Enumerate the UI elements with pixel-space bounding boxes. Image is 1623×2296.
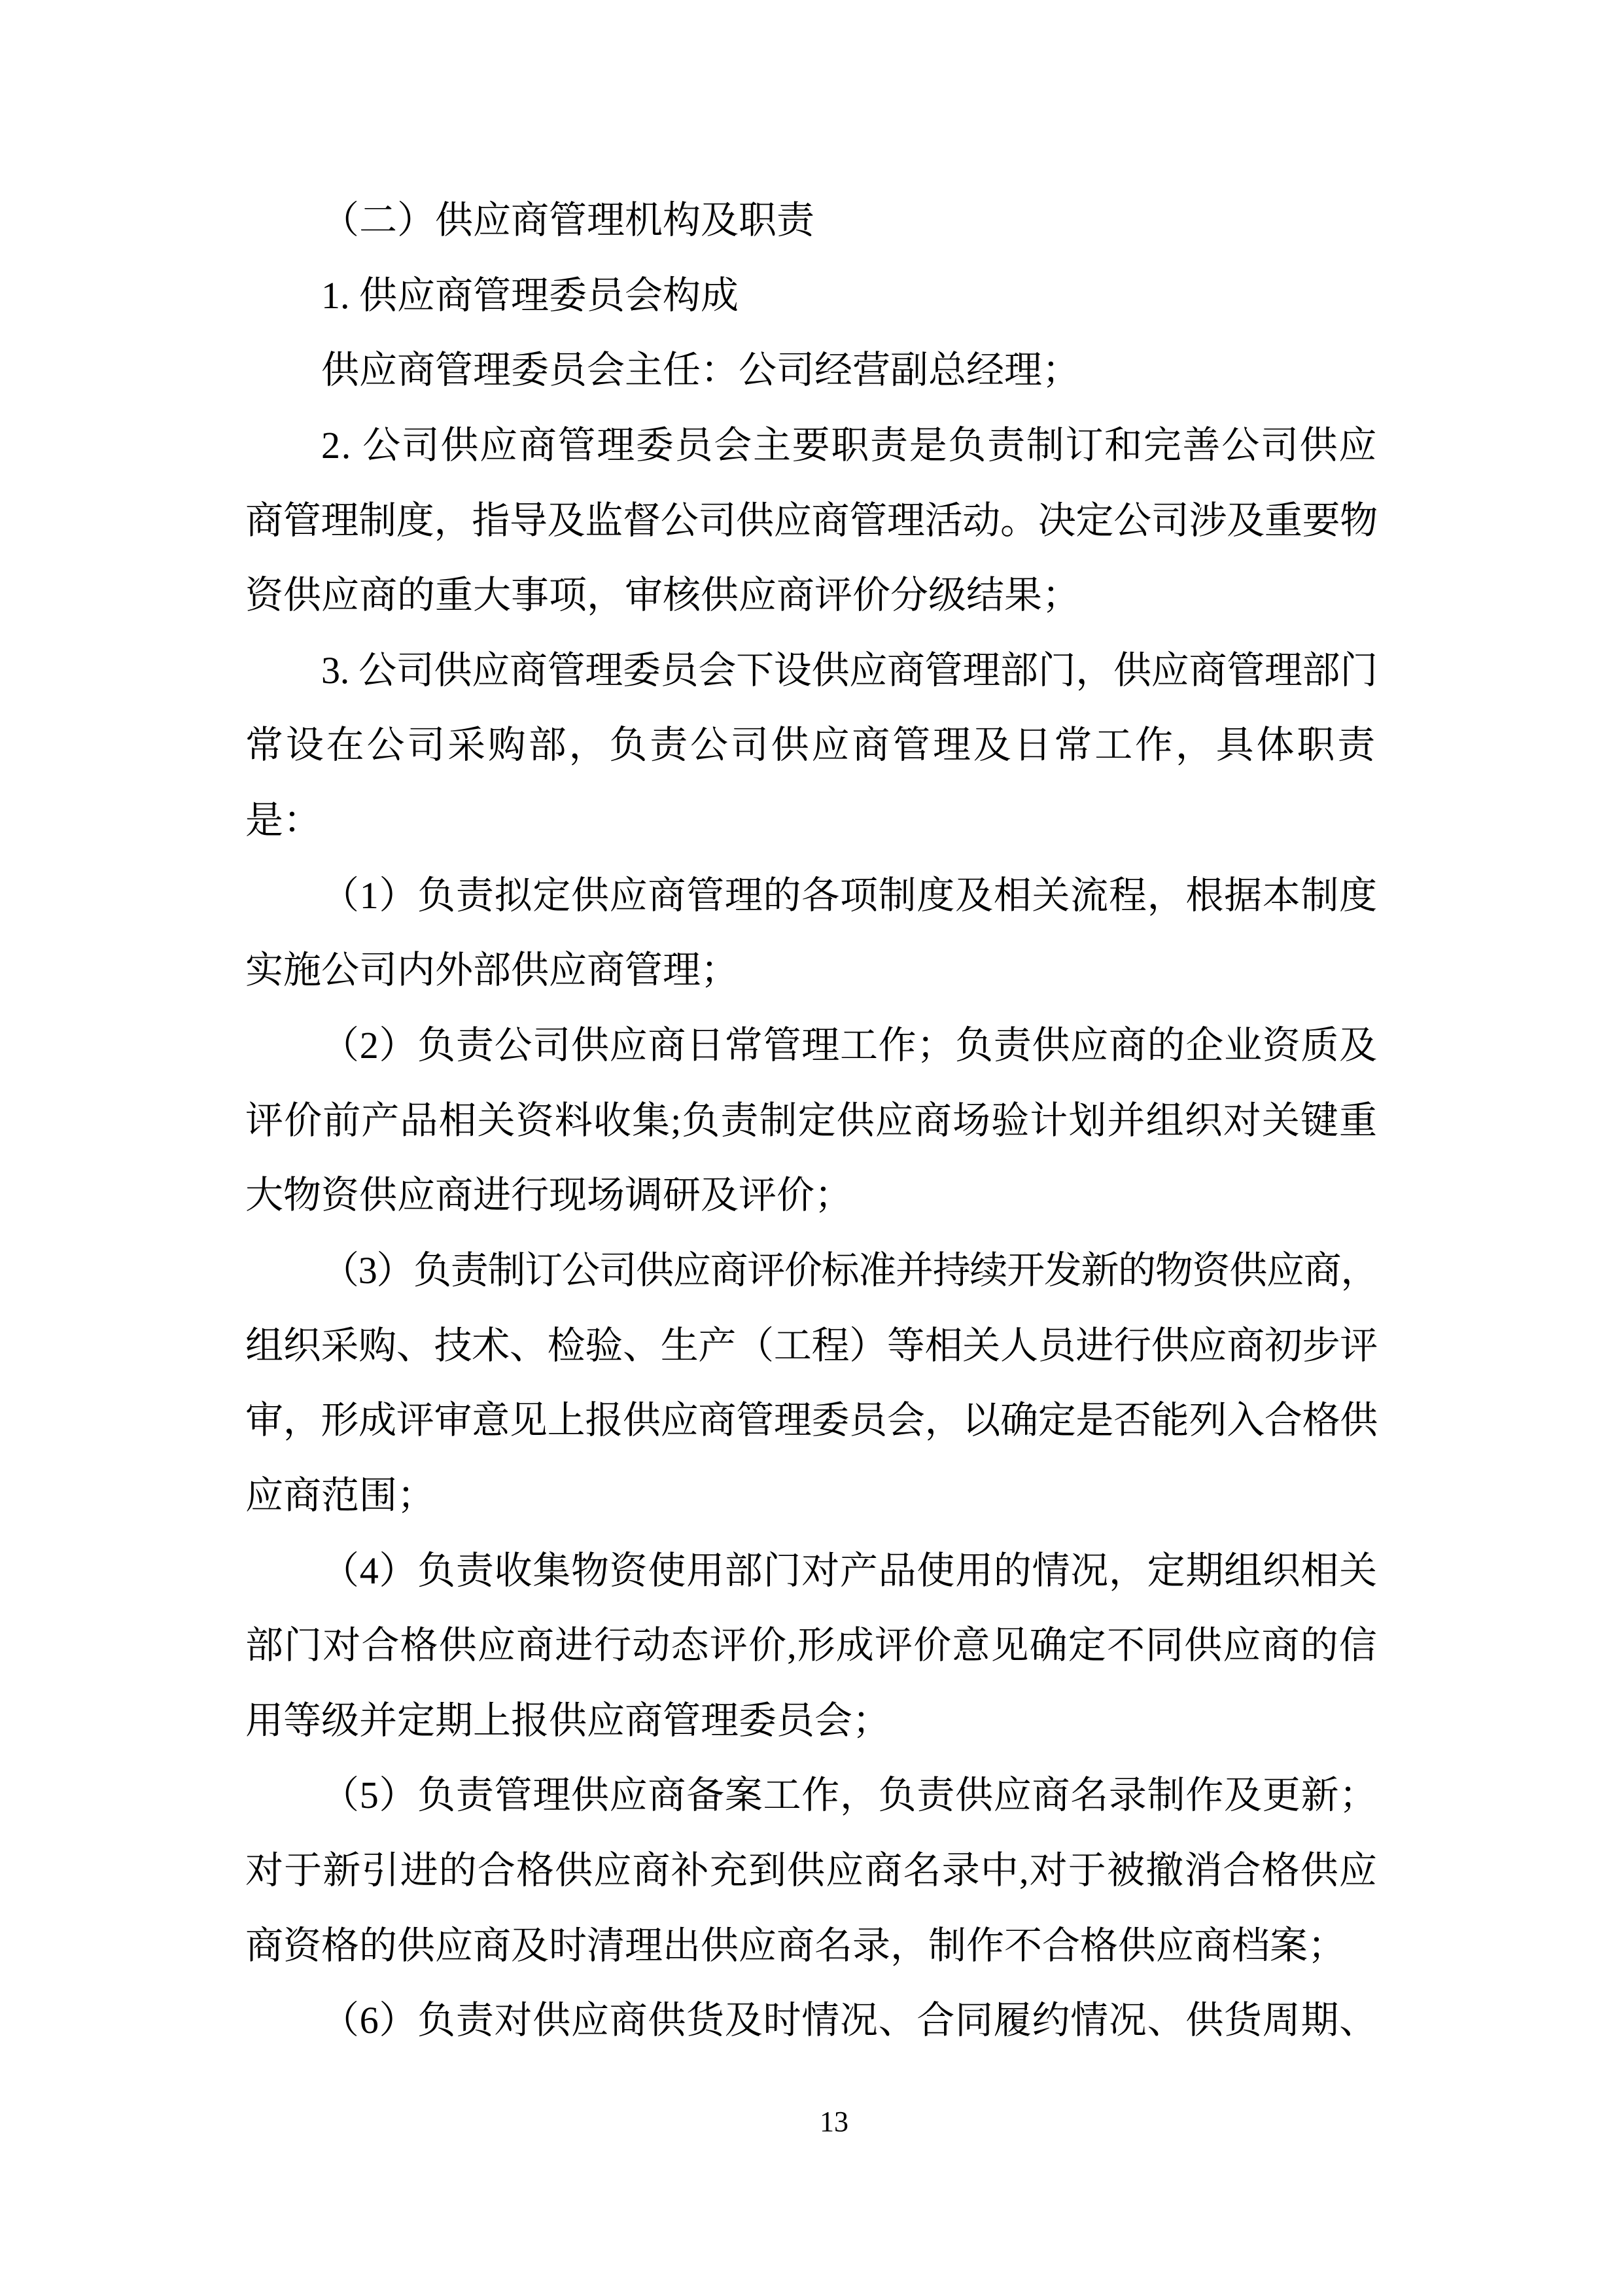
text-line-content: 大物资供应商进行现场调研及评价； [245,1174,853,1217]
text-line-content: 审，形成评审意见上报供应商管理委员会，以确定是否能列入合格供 [245,1399,1378,1442]
text-line [245,1383,1378,1458]
text-line [245,1458,1378,1534]
text-line-content: （4）负责收集物资使用部门对产品使用的情况，定期组织相关 [321,1549,1378,1592]
text-line-content: 用等级并定期上报供应商管理委员会； [245,1699,891,1742]
text-line-content: 1. 供应商管理委员会构成 [321,274,739,317]
paragraph [245,1983,1378,2058]
text-line [245,783,1378,858]
text-line-content: 评价前产品相关资料收集;负责制定供应商场验计划并组织对关键重 [245,1099,1378,1142]
text-line-content: 部门对合格供应商进行动态评价,形成评价意见确定不同供应商的信 [245,1624,1378,1667]
text-line-content: （1）负责拟定供应商管理的各项制度及相关流程，根据本制度 [321,874,1378,917]
text-line [245,1309,1378,1384]
text-line-content: （5）负责管理供应商备案工作，负责供应商名录制作及更新； [321,1774,1378,1817]
text-line-content: （3）负责制订公司供应商评价标准并持续开发新的物资供应商， [321,1248,1378,1292]
paragraph [245,1008,1378,1233]
text-line-content: （二）供应商管理机构及职责 [321,199,815,241]
text-line [245,1983,1378,2058]
text-line [245,858,1378,934]
paragraph [245,258,1378,334]
paragraph [245,633,1378,858]
text-line [245,1608,1378,1684]
text-line-content: 对于新引进的合格供应商补充到供应商名录中,对于被撤消合格供应 [245,1849,1378,1892]
paragraph [245,1534,1378,1759]
page-number: 13 [820,2106,848,2138]
text-line [245,1084,1378,1159]
text-line [245,933,1378,1008]
text-line-content: 是： [245,799,322,842]
text-line [245,558,1378,633]
text-line-content: 商资格的供应商及时清理出供应商名录，制作不合格供应商档案； [245,1924,1346,1967]
paragraph [245,1233,1378,1534]
paragraph [245,1758,1378,1983]
text-line-content: 2. 公司供应商管理委员会主要职责是负责制订和完善公司供应 [321,423,1378,467]
text-line [245,708,1378,783]
text-line [245,258,1378,334]
paragraph [245,408,1378,633]
text-line [245,333,1378,408]
text-line-content: 常设在公司采购部，负责公司供应商管理及日常工作，具体职责 [245,724,1378,767]
paragraph [245,333,1378,408]
text-line [245,484,1378,559]
text-line-content: （2）负责公司供应商日常管理工作；负责供应商的企业资质及 [321,1024,1378,1067]
text-line-content: 实施公司内外部供应商管理； [245,949,739,992]
text-line [245,1233,1378,1309]
text-line [245,183,1378,258]
text-line-content: 应商范围； [245,1474,436,1517]
text-line [245,408,1378,484]
text-line [245,1158,1378,1233]
text-line [245,1758,1378,1833]
text-line-content: 组织采购、技术、检验、生产（工程）等相关人员进行供应商初步评 [245,1324,1378,1367]
text-line-content: 资供应商的重大事项，审核供应商评价分级结果； [245,574,1081,617]
text-line-content: 3. 公司供应商管理委员会下设供应商管理部门，供应商管理部门 [321,648,1378,692]
paragraph [245,858,1378,1008]
text-line-content: （6）负责对供应商供货及时情况、合同履约情况、供货周期、 [321,1999,1378,2042]
text-line-content: 供应商管理委员会主任：公司经营副总经理； [321,349,1081,392]
text-line [245,1909,1378,1984]
document-body [245,183,1378,2058]
paragraph [245,183,1378,258]
text-line-content: 商管理制度，指导及监督公司供应商管理活动。决定公司涉及重要物 [245,499,1378,542]
text-line [245,1534,1378,1609]
text-line [245,1833,1378,1909]
text-line [245,633,1378,709]
text-line [245,1008,1378,1084]
text-line [245,1684,1378,1759]
